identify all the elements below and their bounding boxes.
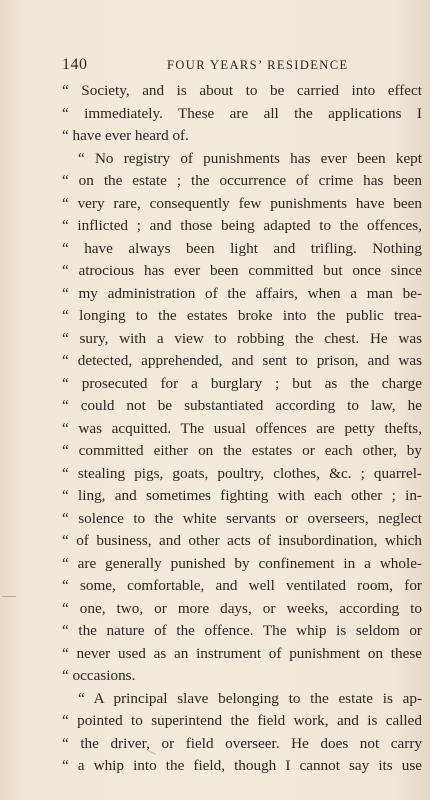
text-line: “ committed either on the estates or each other, by	[62, 442, 422, 459]
text-line: “ sury, with a view to robbing the chest. He was	[62, 329, 422, 347]
text-line: “ A principal slave belonging to the estate is ap-	[78, 689, 422, 707]
text-line: “ detected, apprehended, and sent to prison, and was	[62, 352, 422, 369]
text-line: “ never used as an instrument of punishment on these	[62, 644, 422, 662]
page-header	[62, 56, 418, 78]
text-line: “ ling, and sometimes fighting with each other ; in-	[62, 487, 422, 504]
text-line: “ was acquitted. The usual offences are petty thefts,	[62, 419, 422, 437]
page-number: 140	[62, 56, 88, 73]
text-line: “ longing to the estates broke into the public trea-	[62, 307, 422, 324]
text-line: “ very rare, consequently few punishments have been	[62, 194, 422, 212]
text-line: “ stealing pigs, goats, poultry, clothes, &c. ; quarrel-	[62, 464, 422, 482]
text-line: “ a whip into the field, though I cannot say its use	[62, 757, 422, 774]
text-line: “ have ever heard of.	[62, 127, 189, 144]
running-head: FOUR YEARS’ RESIDENCE	[167, 58, 349, 72]
text-line: “ of business, and other acts of insubordination, which	[62, 532, 422, 549]
margin-mark	[2, 596, 16, 597]
text-line: “ No registry of punishments has ever been kept	[78, 149, 422, 167]
text-line: “ Society, and is about to be carried into effect	[62, 82, 422, 99]
text-line: “ solence to the white servants or overseers, neglect	[62, 509, 422, 527]
text-line: “ my administration of the affairs, when a man be-	[62, 284, 422, 302]
text-line: “ have always been light and trifling. Nothing	[62, 239, 422, 257]
text-line: “ the nature of the offence. The whip is seldom or	[62, 622, 422, 639]
text-line: “ the driver, or field overseer. He does not carry	[62, 734, 422, 752]
text-line: “ prosecuted for a burglary ; but as the charge	[62, 374, 422, 392]
text-line: “ atrocious has ever been committed but once since	[62, 262, 422, 279]
text-line: “ on the estate ; the occurrence of crime has been	[62, 172, 422, 189]
text-line: “ inflicted ; and those being adapted to the offences,	[62, 217, 422, 234]
text-line: “ some, comfortable, and well ventilated room, for	[62, 577, 422, 594]
text-line: “ one, two, or more days, or weeks, according to	[62, 599, 422, 617]
text-line: “ pointed to superintend the field work, and is called	[62, 712, 422, 729]
text-line: “ immediately. These are all the applications I	[62, 104, 422, 122]
text-line: “ are generally punished by confinement in a whole-	[62, 554, 422, 572]
text-line: “ could not be substantiated according to law, he	[62, 397, 422, 414]
body-text	[62, 80, 422, 778]
text-line: “ occasions.	[62, 667, 136, 684]
